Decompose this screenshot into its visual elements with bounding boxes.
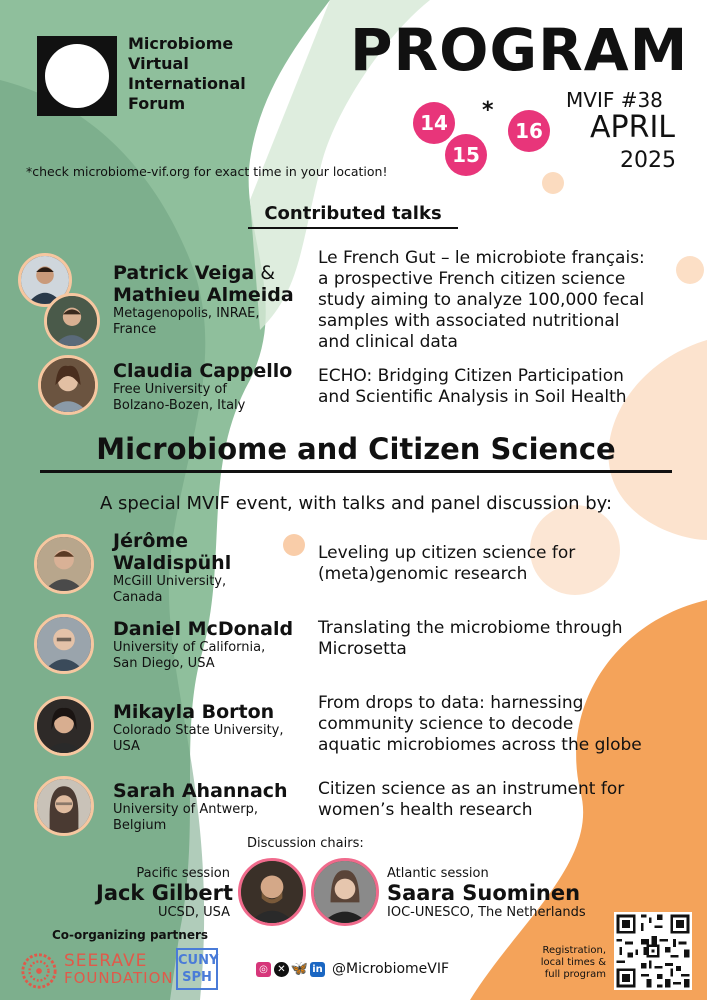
contributed-talks-heading: Contributed talks — [248, 203, 458, 229]
speaker-affiliation: Free University of — [113, 382, 227, 397]
speaker-affiliation: France — [113, 322, 157, 337]
speaker3-talk — [318, 693, 642, 756]
session-heading: Microbiome and Citizen Science — [40, 432, 672, 473]
speaker4-talk — [318, 779, 624, 821]
talk2-title — [318, 366, 627, 408]
session-subtitle: A special MVIF event, with talks and panel discussion by: — [99, 493, 613, 514]
speaker3-info — [113, 701, 284, 755]
speaker-affiliation: Bolzano-Bozen, Italy — [113, 398, 246, 413]
talk-title-line: aquatic microbiomes across the globe — [318, 735, 642, 755]
speaker-name: Claudia Cappello — [113, 360, 293, 382]
registration-line: full program — [544, 969, 606, 980]
speaker-affiliation: San Diego, USA — [113, 656, 215, 671]
chair-affiliation: IOC-UNESCO, The Netherlands — [387, 905, 586, 920]
speaker-affiliation: University of Antwerp, — [113, 802, 258, 817]
date-badge-14: 14 — [413, 102, 455, 144]
talk-title-line: ECHO: Bridging Citizen Participation — [318, 366, 624, 386]
cuny-line: CUNY — [178, 953, 219, 968]
talk-title-line: study aiming to analyze 100,000 fecal — [318, 290, 645, 310]
chair-name: Jack Gilbert — [96, 881, 234, 905]
ampersand: & — [254, 262, 276, 284]
registration-note — [526, 945, 606, 981]
speaker-affiliation: Colorado State University, — [113, 723, 284, 738]
speaker4-info — [113, 780, 288, 834]
date-badge-15: 15 — [445, 134, 487, 176]
registration-line: local times & — [540, 957, 606, 968]
speaker2-talk — [318, 618, 623, 660]
logo-circle-icon — [45, 44, 109, 108]
talk-title-line: a prospective French citizen science — [318, 269, 626, 289]
speaker-name: Daniel McDonald — [113, 618, 294, 640]
avatar-daniel-mcdonald — [34, 614, 94, 674]
speaker-affiliation: USA — [113, 739, 140, 754]
cuny-line: SPH — [182, 970, 212, 985]
talk-title-line: Leveling up citizen science for — [318, 543, 576, 563]
talk-title-line: women’s health research — [318, 800, 533, 820]
atlantic-chair — [387, 866, 586, 920]
date-badge-16: 16 — [508, 110, 550, 152]
pacific-chair — [96, 866, 234, 920]
seerave-line: SEERAVE — [64, 951, 148, 971]
year-label: 2025 — [620, 148, 676, 173]
talk-title-line: Citizen science as an instrument for — [318, 779, 625, 799]
speaker-name: Mikayla Borton — [113, 701, 275, 723]
talk-title-line: and Scientific Analysis in Soil Health — [318, 387, 627, 407]
talk-title-line: samples with associated nutritional — [318, 311, 620, 331]
page-title: PROGRAM — [350, 16, 689, 84]
org-name-line: Microbiome — [128, 34, 234, 53]
seerave-foundation-logo — [64, 953, 174, 987]
speaker-affiliation: McGill University, — [113, 574, 227, 589]
cuny-sph-logo — [176, 948, 218, 990]
linkedin-icon[interactable]: in — [310, 962, 325, 977]
chair-affiliation: UCSD, USA — [157, 905, 230, 920]
registration-line: Registration, — [542, 945, 606, 956]
speaker-name: Patrick Veiga — [113, 262, 255, 284]
speaker1-talk — [318, 543, 575, 585]
chair-session-label: Atlantic session — [387, 866, 489, 881]
seerave-logo-icon — [20, 952, 58, 990]
bluesky-icon[interactable]: 🦋 — [290, 961, 309, 977]
discussion-chairs-label: Discussion chairs: — [247, 836, 364, 851]
speaker-affiliation: Canada — [113, 590, 163, 605]
speaker-name: Waldispühl — [113, 552, 232, 574]
talk1-speakers — [113, 262, 294, 338]
talk-title-line: and clinical data — [318, 332, 458, 352]
talk-title-line: Microsetta — [318, 639, 407, 659]
speaker-name: Mathieu Almeida — [113, 284, 294, 306]
mvif-logo — [37, 36, 117, 116]
speaker-affiliation: Belgium — [113, 818, 167, 833]
org-name-line: Forum — [128, 94, 186, 113]
date-asterisk: * — [482, 98, 494, 123]
speaker-affiliation: Metagenopolis, INRAE, — [113, 306, 260, 321]
talk-title-line: Le French Gut – le microbiote français: — [318, 248, 645, 268]
month-label: APRIL — [590, 110, 676, 145]
talk-title-line: (meta)genomic research — [318, 564, 528, 584]
speaker-name: Sarah Ahannach — [113, 780, 288, 802]
avatar-jack-gilbert — [238, 858, 306, 926]
talk-title-line: community science to decode — [318, 714, 574, 734]
avatar-mathieu-almeida — [44, 293, 100, 349]
avatar-saara-suominen — [311, 858, 379, 926]
chair-session-label: Pacific session — [136, 866, 230, 881]
partners-label: Co-organizing partners — [52, 928, 209, 942]
org-name — [128, 34, 278, 114]
org-name-line: International — [128, 74, 246, 93]
social-handle[interactable]: @MicrobiomeVIF — [332, 961, 450, 977]
x-icon[interactable]: ✕ — [274, 962, 289, 977]
talk-title-line: Translating the microbiome through — [318, 618, 623, 638]
org-name-line: Virtual — [128, 54, 189, 73]
talk-title-line: From drops to data: harnessing — [318, 693, 584, 713]
speaker-name: Jérôme — [113, 530, 189, 552]
avatar-jerome-waldispuhl — [34, 534, 94, 594]
talk1-title — [318, 248, 645, 353]
social-links — [256, 961, 449, 977]
speaker2-info — [113, 618, 293, 672]
edition-label: MVIF #38 — [566, 88, 663, 112]
avatar-sarah-ahannach — [34, 776, 94, 836]
speaker1-info — [113, 530, 231, 606]
avatar-mikayla-borton — [34, 696, 94, 756]
chair-name: Saara Suominen — [387, 881, 581, 905]
speaker-affiliation: University of California, — [113, 640, 266, 655]
avatar-claudia-cappello — [38, 355, 98, 415]
qr-code-icon[interactable] — [614, 912, 692, 990]
instagram-icon[interactable]: ◎ — [256, 962, 271, 977]
seerave-line: FOUNDATION — [64, 969, 174, 987]
timezone-note: *check microbiome-vif.org for exact time in your location! — [26, 164, 388, 179]
talk2-speaker — [113, 360, 292, 414]
